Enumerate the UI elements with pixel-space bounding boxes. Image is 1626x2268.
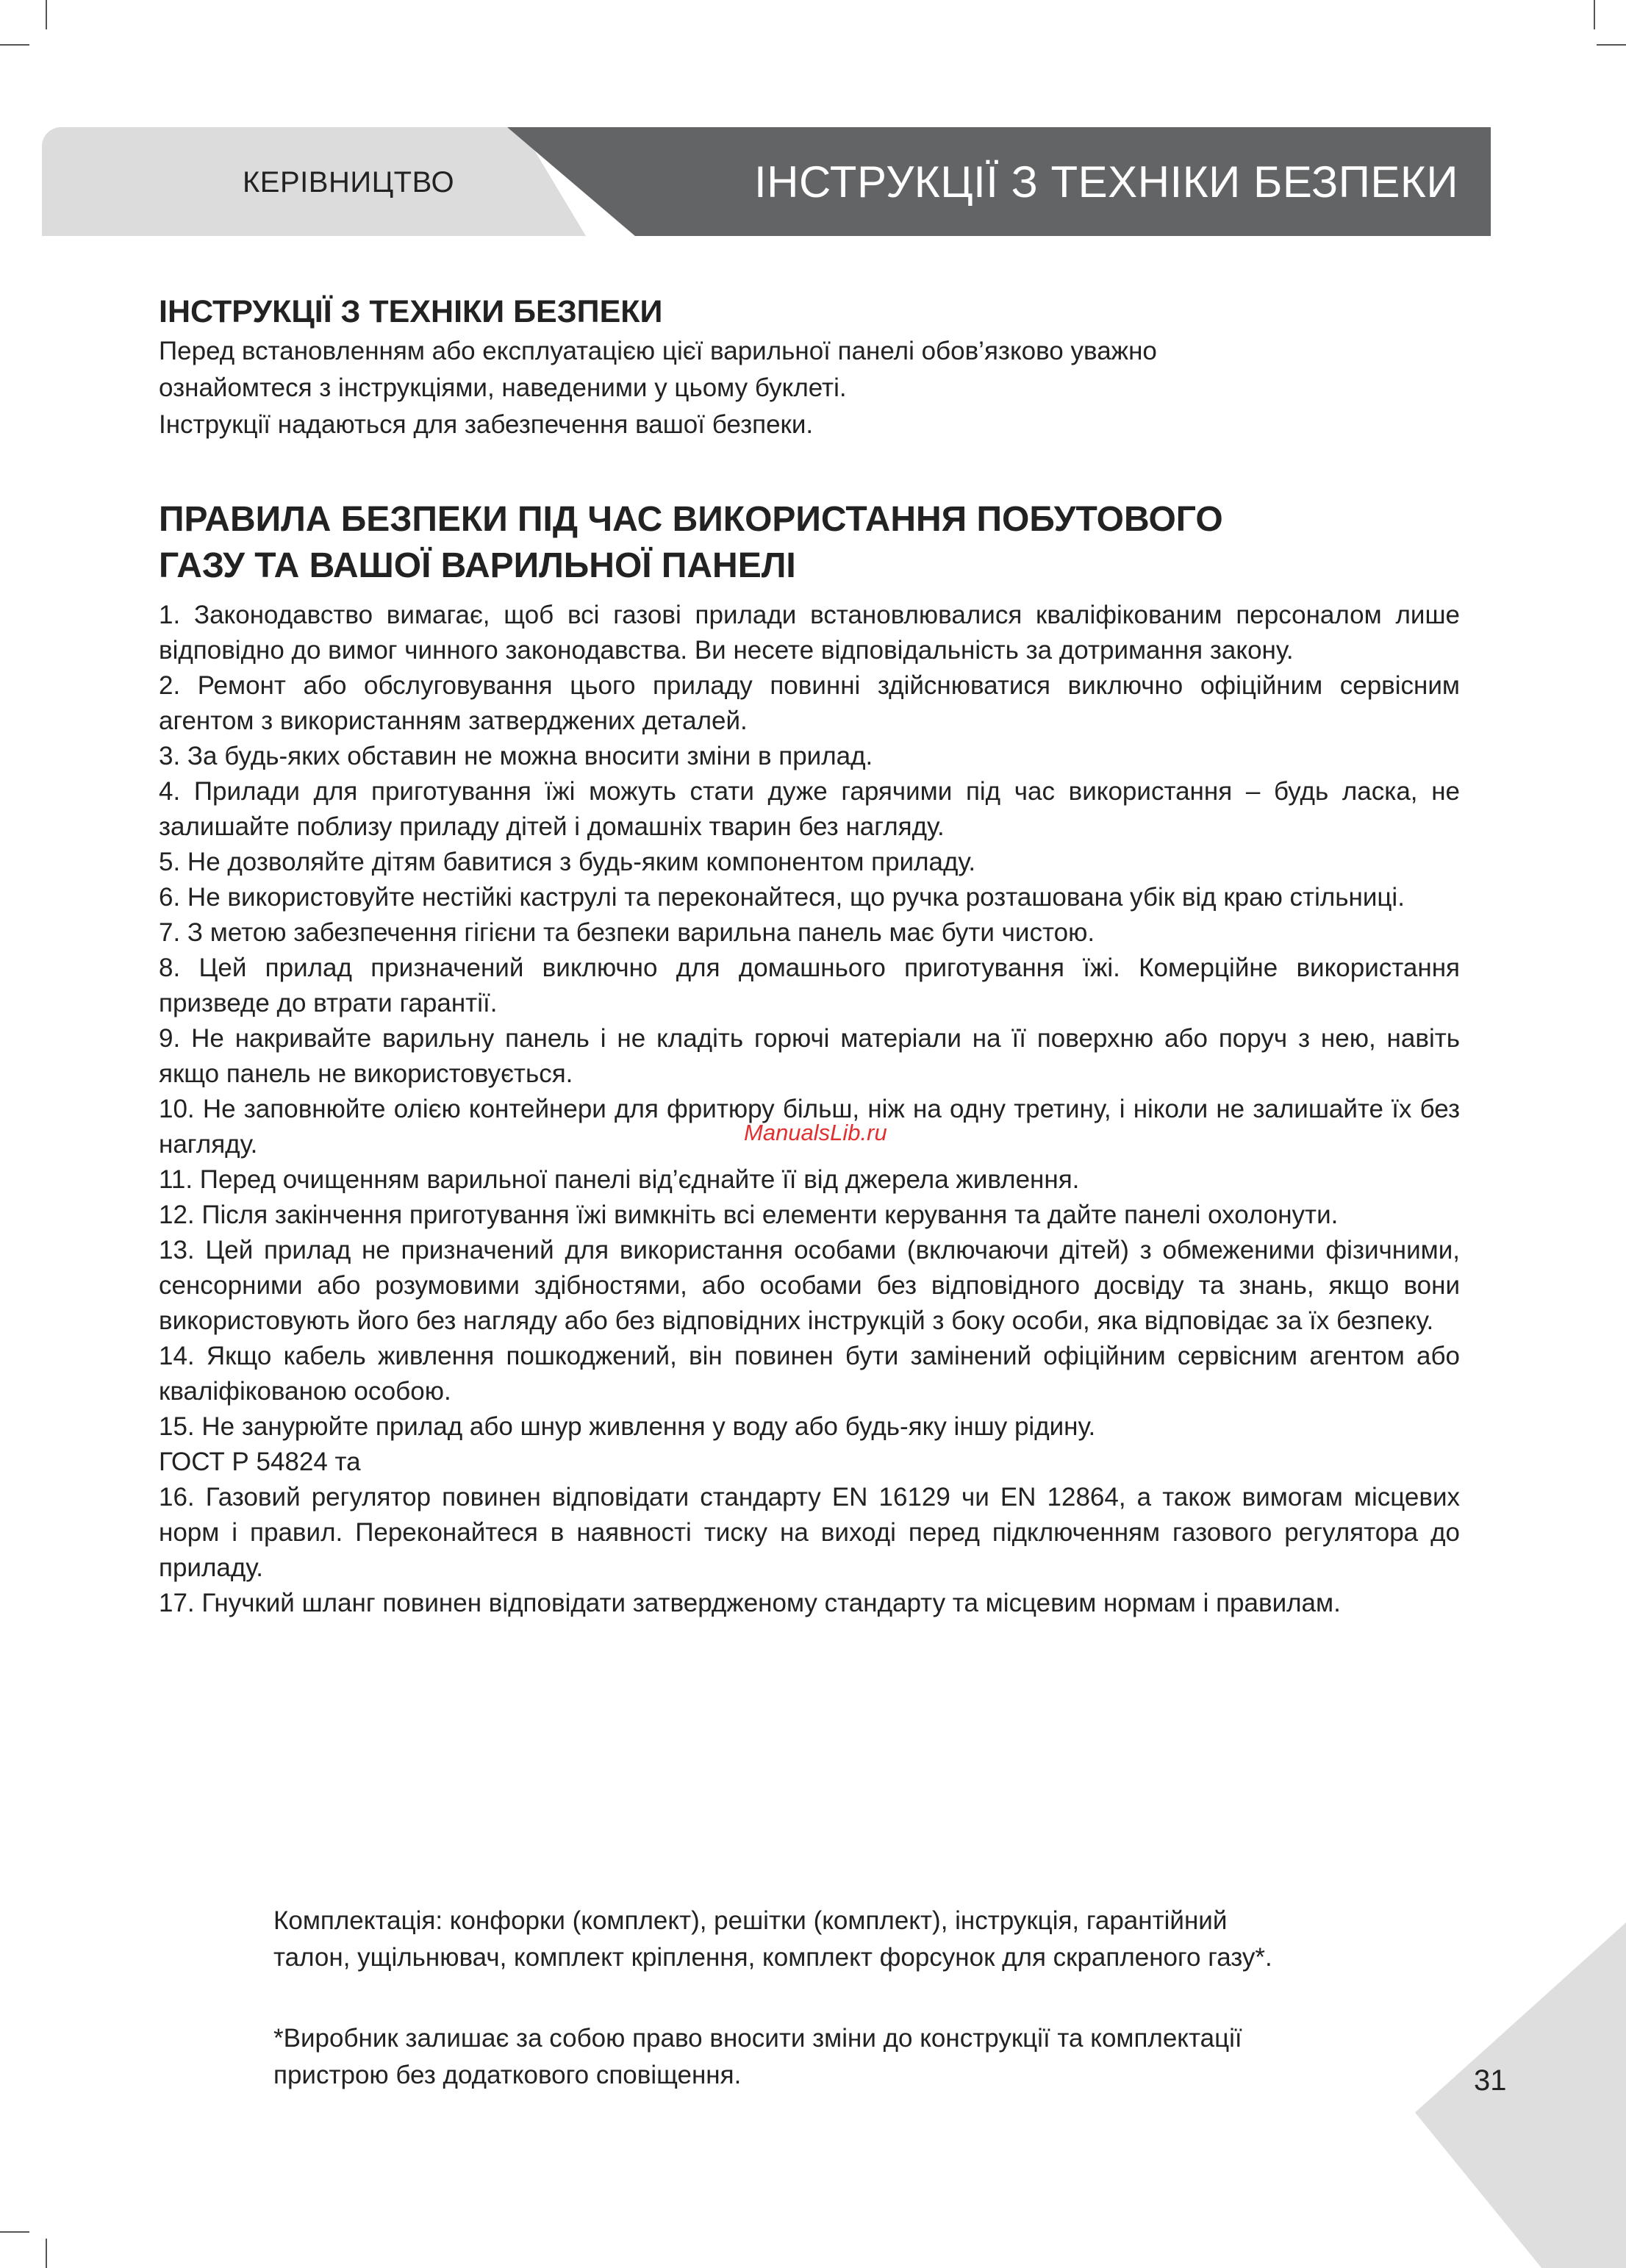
- rule-item: 13. Цей прилад не призначений для використання особами (включаючи дітей) з обмеженими фізичними, сенсорними або розумовими здібностями, або особами без відповідного досвіду та знань, якщо вони використовують його без нагляду або без відповідних інструкцій з боку особи, яка відповідає за їх безпеку.: [159, 1236, 1460, 1335]
- rule-item: 5. Не дозволяйте дітям бавитися з будь-яким компонентом приладу.: [159, 848, 976, 876]
- rule-item: 10. Не заповнюйте олією контейнери для фритюру більш, ніж на одну третину, і ніколи не залишайте їх без нагляду.: [159, 1095, 1460, 1159]
- intro-line: ознайомтеся з інструкціями, наведеними у цьому буклеті.: [159, 373, 847, 402]
- intro-section: [159, 290, 1460, 443]
- rule-item: 14. Якщо кабель живлення пошкоджений, він повинен бути замінений офіційним сервісним агентом або кваліфікованою особою.: [159, 1342, 1460, 1406]
- rules-title: [159, 496, 1460, 589]
- rule-item: 16. Газовий регулятор повинен відповідати стандарту EN 16129 чи EN 12864, а також вимогам місцевих норм і правил. Переконайтеся в наявності тиску на виході перед підключенням газового регулятора до приладу.: [159, 1483, 1460, 1582]
- intro-line: Перед встановленням або експлуатацією цієї варильної панелі обов’язково уважно: [159, 337, 1157, 365]
- crop-mark: [1594, 0, 1595, 29]
- intro-title: ІНСТРУКЦІЇ З ТЕХНІКИ БЕЗПЕКИ: [159, 294, 663, 329]
- crop-mark: [46, 2239, 47, 2268]
- disclaimer-line: *Виробник залишає за собою право вносити зміни до конструкції та комплектації: [273, 2024, 1242, 2053]
- page-content: [159, 290, 1460, 1621]
- rule-item: 12. Після закінчення приготування їжі вимкніть всі елементи керування та дайте панелі охолонути.: [159, 1201, 1339, 1229]
- header-chapter-title: ІНСТРУКЦІЇ З ТЕХНІКИ БЕЗПЕКИ: [753, 157, 1458, 207]
- crop-mark: [1597, 44, 1626, 46]
- crop-mark: [46, 0, 47, 29]
- manufacturer-disclaimer: [273, 2020, 1450, 2094]
- rule-item: 3. За будь-яких обставин не можна вносити зміни в прилад.: [159, 742, 873, 770]
- crop-mark: [0, 44, 29, 46]
- rule-item: 2. Ремонт або обслуговування цього приладу повинні здійснюватися виключно офіційним сервісним агентом з використанням затверджених деталей.: [159, 671, 1460, 735]
- kit-contents-note: [273, 1903, 1450, 1976]
- rule-item: 4. Прилади для приготування їжі можуть стати дуже гарячими під час використання – будь ласка, не залишайте поблизу приладу дітей і домашніх тварин без нагляду.: [159, 777, 1460, 841]
- rule-item: 8. Цей прилад призначений виключно для домашнього приготування їжі. Комерційне використання призведе до втрати гарантії.: [159, 954, 1460, 1017]
- rules-title-line2: ГАЗУ ТА ВАШОЇ ВАРИЛЬНОЇ ПАНЕЛІ: [159, 546, 796, 585]
- rule-item: 17. Гнучкий шланг повинен відповідати затвердженому стандарту та місцевим нормам і правилам.: [159, 1589, 1341, 1617]
- rule-item: 11. Перед очищенням варильної панелі від’єднайте її від джерела живлення.: [159, 1165, 1080, 1194]
- crop-mark: [0, 2231, 29, 2233]
- intro-line: Інструкції надаються для забезпечення вашої безпеки.: [159, 410, 814, 439]
- kit-line: талон, ущільнювач, комплект кріплення, комплект форсунок для скрапленого газу*.: [273, 1943, 1272, 1972]
- kit-line: Комплектація: конфорки (комплект), решітки (комплект), інструкція, гарантійний: [273, 1906, 1228, 1935]
- page-number: 31: [1474, 2064, 1507, 2097]
- rule-item: 7. З метою забезпечення гігієни та безпеки варильна панель має бути чистою.: [159, 918, 1095, 947]
- disclaimer-line: пристрою без додаткового сповіщення.: [273, 2061, 742, 2089]
- header-section-label: КЕРІВНИЦТВО: [243, 166, 455, 198]
- rule-item: 9. Не накривайте варильну панель і не кладіть горючі матеріали на її поверхню або поруч з нею, навіть якщо панель не використовується.: [159, 1024, 1460, 1088]
- rules-list: [159, 598, 1460, 1621]
- rule-standard-note: ГОСТ Р 54824 та: [159, 1448, 361, 1476]
- rule-item: 15. Не занурюйте прилад або шнур живлення у воду або будь-яку іншу рідину.: [159, 1412, 1096, 1441]
- rules-title-line1: ПРАВИЛА БЕЗПЕКИ ПІД ЧАС ВИКОРИСТАННЯ ПОБУТОВОГО: [159, 500, 1223, 539]
- watermark-link[interactable]: ManualsLib.ru: [744, 1120, 887, 1145]
- rule-item: 6. Не використовуйте нестійкі каструлі та переконайтеся, що ручка розташована убік від краю стільниці.: [159, 883, 1405, 912]
- rule-item: 1. Законодавство вимагає, щоб всі газові прилади встановлювалися кваліфікованим персоналом лише відповідно до вимог чинного законодавства. Ви несете відповідальність за дотримання закону.: [159, 601, 1460, 665]
